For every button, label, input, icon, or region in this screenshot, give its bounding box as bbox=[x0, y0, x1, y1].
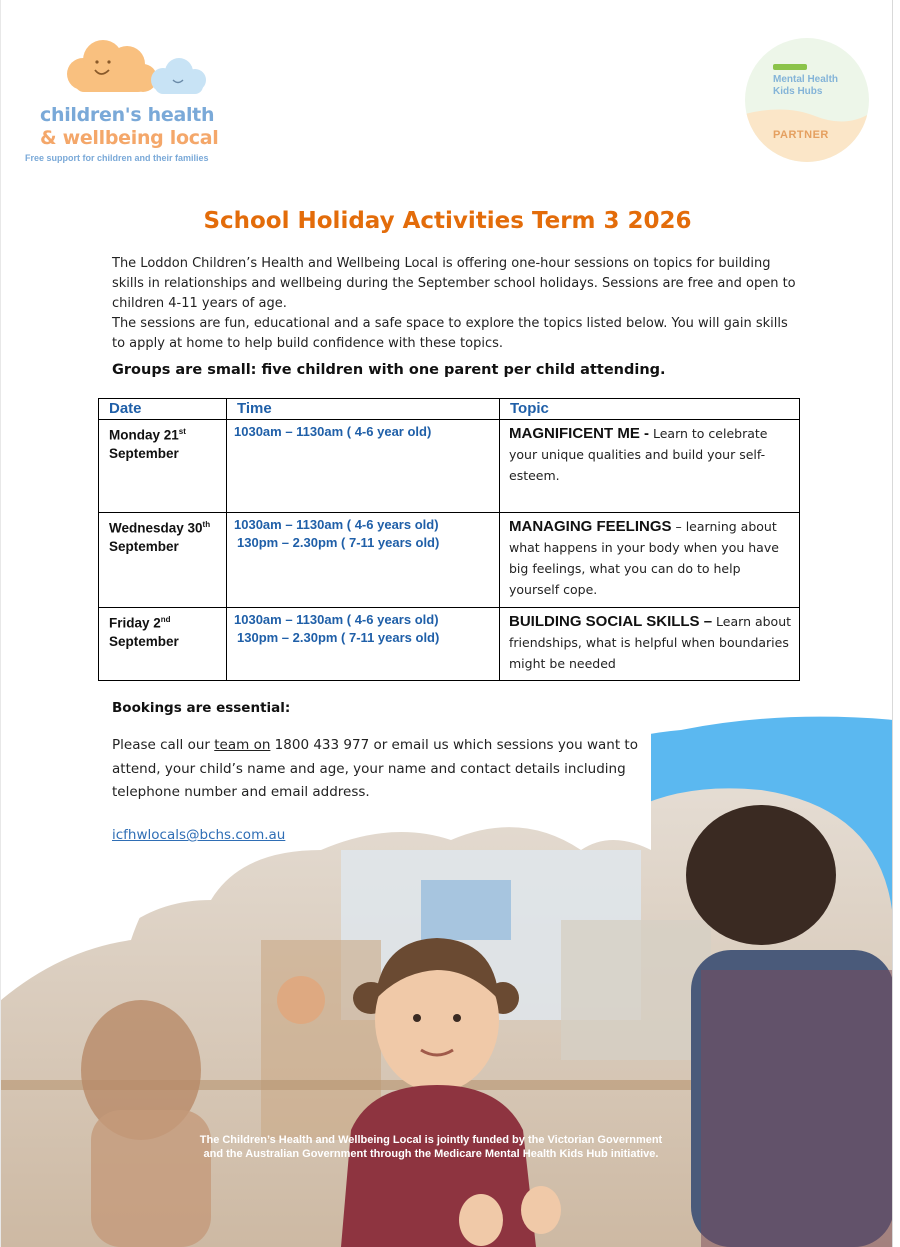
bookings-text-rest: 1800 433 977 or email us which sessions you want to attend, your child’s name and age, your name and contact details including telephone number and email address. bbox=[112, 737, 638, 800]
topic-cell bbox=[500, 513, 800, 608]
topic-cell bbox=[500, 420, 800, 513]
table-header-row bbox=[99, 399, 800, 420]
date-month: September bbox=[109, 538, 179, 554]
bookings-text bbox=[112, 734, 652, 805]
date-cell bbox=[99, 420, 227, 513]
funding-line-2: and the Australian Government through the Medicare Mental Health Kids Hub initiative. bbox=[203, 1148, 659, 1160]
bookings-text-underlined: team on bbox=[214, 737, 271, 753]
page-title: School Holiday Activities Term 3 2026 bbox=[203, 208, 692, 234]
date-suffix: nd bbox=[160, 615, 171, 624]
email-link[interactable]: icfhwlocals@bchs.com.au bbox=[112, 827, 286, 843]
topic-description: – learning about what happens in your body when you have big feelings, what you can do to help yourself cope. bbox=[509, 519, 779, 597]
badge-pill bbox=[773, 64, 807, 70]
intro-text bbox=[112, 254, 802, 354]
time-cell bbox=[227, 608, 500, 681]
date-suffix: st bbox=[178, 427, 186, 436]
time-slot: 1030am – 1130am ( 4-6 year old) bbox=[234, 424, 432, 439]
date-cell bbox=[99, 608, 227, 681]
topic-description: Learn to celebrate your unique qualities and build your self-esteem. bbox=[509, 426, 768, 483]
date-suffix: th bbox=[202, 520, 211, 529]
time-cell bbox=[227, 420, 500, 513]
funding-line-1: The Children’s Health and Wellbeing Local is jointly funded by the Victorian Government bbox=[199, 1134, 663, 1146]
chwl-logo bbox=[23, 38, 253, 168]
bookings-text-start: Please call our bbox=[112, 737, 215, 753]
badge-text-line2: Kids Hubs bbox=[773, 86, 823, 97]
date-month: September bbox=[109, 445, 179, 461]
logo-tagline: Free support for children and their families bbox=[25, 153, 209, 163]
date-cell bbox=[99, 513, 227, 608]
date-day: Friday 2 bbox=[109, 615, 161, 631]
topic-description: Learn about friendships, what is helpful when boundaries might be needed bbox=[509, 614, 792, 671]
topic-title: MAGNIFICENT ME - bbox=[509, 425, 649, 442]
table-row bbox=[99, 513, 800, 608]
time-slot: 130pm – 2.30pm ( 7-11 years old) bbox=[237, 630, 440, 645]
topic-title: BUILDING SOCIAL SKILLS – bbox=[509, 613, 713, 630]
date-day: Monday 21 bbox=[109, 427, 179, 443]
partner-badge bbox=[745, 38, 869, 162]
header-time: Time bbox=[227, 399, 500, 420]
date-month: September bbox=[109, 633, 179, 649]
time-cell bbox=[227, 513, 500, 608]
logo-text-line2: & wellbeing local bbox=[40, 127, 219, 149]
date-day: Wednesday 30 bbox=[109, 520, 203, 536]
header-topic: Topic bbox=[500, 399, 800, 420]
schedule-table bbox=[98, 398, 800, 681]
time-slot: 1030am – 1130am ( 4-6 years old) bbox=[234, 612, 439, 627]
table-row bbox=[99, 608, 800, 681]
table-row bbox=[99, 420, 800, 513]
topic-cell bbox=[500, 608, 800, 681]
logo-text-line1: children's health bbox=[40, 104, 215, 126]
header-date: Date bbox=[99, 399, 227, 420]
intro-paragraph-2: The sessions are fun, educational and a safe space to explore the topics listed below. You will gain skills to apply at home to help build confidence with these topics. bbox=[112, 316, 788, 351]
topic-title: MANAGING FEELINGS bbox=[509, 518, 672, 535]
time-slot: 1030am – 1130am ( 4-6 years old) bbox=[234, 517, 439, 532]
groups-note: Groups are small: five children with one parent per child attending. bbox=[112, 362, 666, 378]
cloud-logo-icon bbox=[55, 38, 215, 98]
funding-note bbox=[1, 1133, 861, 1161]
badge-partner-label: PARTNER bbox=[773, 129, 829, 141]
time-slot: 130pm – 2.30pm ( 7-11 years old) bbox=[237, 535, 440, 550]
intro-paragraph-1: The Loddon Children’s Health and Wellbeing Local is offering one-hour sessions on topics for building skills in relationships and wellbeing during the September school holidays. Sessions are free and open to children 4-11 years of age. bbox=[112, 256, 796, 311]
badge-text-line1: Mental Health bbox=[773, 74, 839, 85]
bookings-heading: Bookings are essential: bbox=[112, 700, 291, 716]
